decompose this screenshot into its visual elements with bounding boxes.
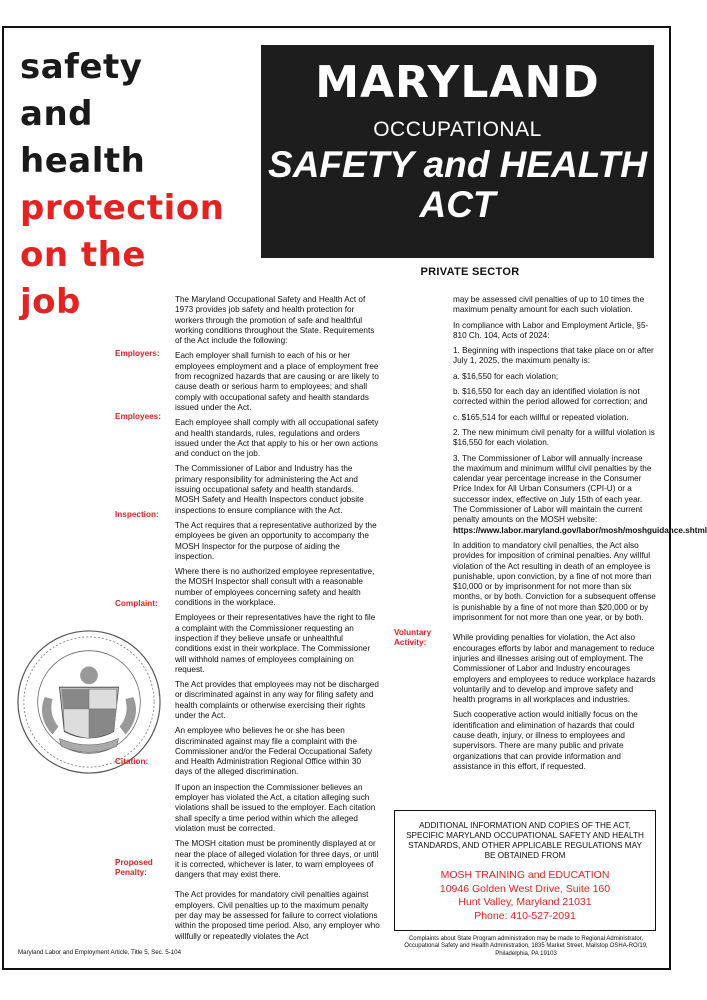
paragraph <box>453 453 707 536</box>
paragraph: An employee who believes he or she has been discriminated against may file a complaint with the Commissioner and/or the Federal Occupational Safety and Health Administration Regional Office within 30 days of the alleged discrimination. <box>175 726 373 777</box>
maryland-seal-icon <box>15 628 163 776</box>
paragraph: While providing penalties for violation, the Act also encourages efforts by labor and management to reduce injuries and illnesses arising out of employment. The Commissioner of Labor and Industry encourages employers and employees to reduce workplace hazards voluntarily and to develop and improve safety and health programs in all workplaces and industries. <box>453 633 656 705</box>
headline-line-red: on the <box>20 235 146 275</box>
paragraph: Such cooperative action would initially focus on the identification and elimination of hazards that could cause death, injury, or illness to employees and supervisors. There are many public and private organizations that can provide information and assistance in this effort, if requested. <box>453 710 638 771</box>
paragraph: may be assessed civil penalties of up to 10 times the maximum penalty amount for each such violation. <box>453 295 645 315</box>
label-employers: Employers: <box>115 349 160 358</box>
headline-line: safety <box>20 47 143 87</box>
title-act-line2: ACT <box>419 184 496 225</box>
paragraph: a. $16,550 for each violation; <box>453 371 559 381</box>
title-occupational: OCCUPATIONAL <box>373 118 542 141</box>
label-citation: Citation: <box>115 757 149 766</box>
label-proposed-penalty: Proposed Penalty: <box>115 858 153 878</box>
label-inspection: Inspection: <box>115 510 159 519</box>
mosh-website-link[interactable]: https://www.labor.maryland.gov/labor/mosh/moshguidance.shtml <box>453 525 707 535</box>
paragraph: The Commissioner of Labor and Industry has the primary responsibility for administering the Act and issuing occupational safety and health standards. MOSH Safety and Health Inspectors conduct jobsite inspections to ensure compliance with the Act. <box>175 464 364 515</box>
info-box-street: 10946 Golden West Drive, Suite 160 <box>439 882 611 895</box>
paragraph: Where there is no authorized employee representative, the MOSH Inspector shall consult with a reasonable number of employees concerning safety and health conditions in the workplace. <box>175 567 375 608</box>
info-box-city: Hunt Valley, Maryland 21031 <box>458 896 592 909</box>
title-act <box>261 145 654 225</box>
info-box <box>394 810 656 931</box>
info-box-heading: ADDITIONAL INFORMATION AND COPIES OF THE ACT, SPECIFIC MARYLAND OCCUPATIONAL SAFETY AND HEALTH STANDARDS, AND OTHER APPLICABLE REGULATIONS MAY BE OBTAINED FROM <box>406 821 644 860</box>
sector-heading: PRIVATE SECTOR <box>420 266 520 278</box>
label-complaint: Complaint: <box>115 599 158 608</box>
left-column <box>175 295 380 947</box>
paragraph: In compliance with Labor and Employment Article, §5-810 Ch. 104, Acts of 2024: <box>453 320 649 340</box>
info-box-contact <box>395 869 655 923</box>
info-box-phone: Phone: 410-527-2091 <box>474 909 576 922</box>
paragraph: Each employer shall furnish to each of his or her employees employment and a place of employment free from recognized hazards that are causing or are likely to cause death or serious harm to employees; and shall comply with occupational safety and health standards issued under the Act. <box>175 351 379 412</box>
paragraph: c. $165,514 for each willful or repeated violation. <box>453 412 629 422</box>
paragraph: 1. Beginning with inspections that take place on or after July 1, 2025, the maximum penalty is: <box>453 346 654 366</box>
paragraph: If upon an inspection the Commissioner believes an employer has violated the Act, a citation alleging such violations shall be issued to the employer. Each citation shall specify a time period within which the alleged violation must be corrected. <box>175 782 376 833</box>
paragraph: The Act provides for mandatory civil penalties against employers. Civil penalties up to the maximum penalty per day may be assessed for failure to correct violations within the proposed time period. Also, any employer who willfully or repeatedly violates the Act <box>175 890 380 941</box>
paragraph: In addition to mandatory civil penalties, the Act also provides for imposition of criminal penalties. Any willful violation of the Act resulting in death of an employee is punishable, upon conviction, by a fine of not more than $10,000 or by imprisonment for not more than six months, or by both. Conviction for a subsequent offense is punishable by a fine of not more than $20,000 or by imprisonment for not more than one year, or by both. <box>453 540 656 623</box>
label-voluntary-activity: Voluntary Activity: <box>394 628 432 648</box>
right-column <box>453 295 707 777</box>
headline-line-red: job <box>20 282 81 322</box>
paragraph: b. $16,550 for each day an identified violation is not corrected within the period allowed for correction; and <box>453 387 648 407</box>
title-box <box>261 45 654 258</box>
footer-citation: Maryland Labor and Employment Article, Title 5, Sec. 5-104 <box>18 949 182 956</box>
paragraph: 2. The new minimum civil penalty for a willful violation is $16,550 for each violation. <box>453 427 655 448</box>
paragraph: The MOSH citation must be prominently displayed at or near the place of alleged violation for three days, or until it is corrected, whichever is later, to warn employees of dangers that may exist there. <box>175 839 379 880</box>
paragraph: Each employee shall comply with all occupational safety and health standards, rules, regulations and orders issued under the Act that apply to his or her own actions and conduct on the job. <box>175 418 379 459</box>
info-box-org: MOSH TRAINING and EDUCATION <box>440 869 610 881</box>
headline-line-red: protection <box>20 188 225 228</box>
headline <box>20 44 224 326</box>
footer-complaints-note: Complaints about State Program administration may be made to Regional Administrator, Occupational Safety and Health Administration, 1835 Market Street, Mailstop OSHA-RO/19, Philadelphia, PA 19103 <box>404 936 648 957</box>
paragraph: The Act requires that a representative authorized by the employees be given an opportunity to accompany the MOSH Inspector for the purpose of aiding the inspection. <box>175 520 377 561</box>
label-employees: Employees: <box>115 412 161 421</box>
headline-line: health <box>20 141 146 181</box>
title-act-line1: SAFETY and HEALTH <box>268 144 647 185</box>
title-state: MARYLAND <box>315 57 600 108</box>
paragraph: The Act provides that employees may not be discharged or discriminated against in any way for filing safety and health complaints or otherwise exercising their rights under the Act. <box>175 680 379 720</box>
paragraph-text: 3. The Commissioner of Labor will annually increase the maximum and minimum willful civil penalties by the calendar year percentage increase in the Consumer Price Index for All Urban Consumers (CPI-U) or a successor index, effective on July 15th of each year. The Commissioner of Labor will maintain the current penalty amounts on the MOSH website: <box>453 453 652 525</box>
paragraph: The Maryland Occupational Safety and Health Act of 1973 provides job safety and health protection for workers through the promotion of safe and healthful working conditions throughout the State. Requirements of the Act include the following: <box>175 295 375 346</box>
headline-line: and <box>20 94 93 134</box>
paragraph: Employees or their representatives have the right to file a complaint with the Commissioner requesting an inspection if they believe unsafe or unhealthful conditions exist in their workplace. The Commissioner will withhold names of employees complaining on request. <box>175 613 376 674</box>
